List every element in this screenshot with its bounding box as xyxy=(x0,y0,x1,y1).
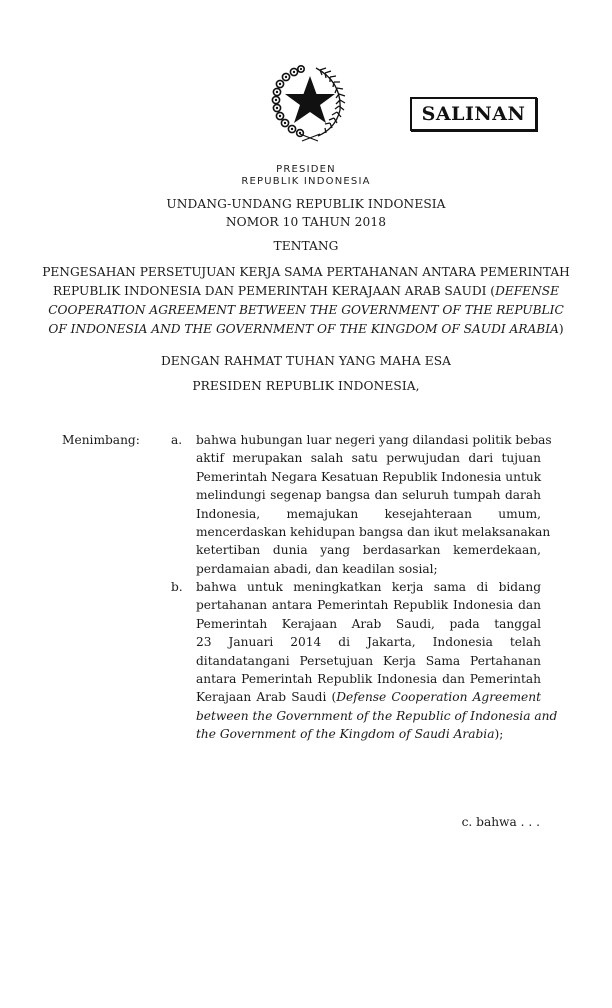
title-line-3: COOPERATION AGREEMENT BETWEEN THE GOVERNMENT OF THE REPUBLIC xyxy=(48,303,564,317)
title-line-2: REPUBLIK INDONESIA DAN PEMERINTAH KERAJAAN ARAB SAUDI (DEFENSE xyxy=(52,284,559,298)
para-line: antara Pemerintah Republik Indonesia dan Pemerintah xyxy=(196,672,541,687)
para-line: Kerajaan Arab Saudi (Defense Cooperation Agreement xyxy=(196,690,541,705)
para-line: melindungi segenap bangsa dan seluruh tumpah darah xyxy=(196,488,541,503)
para-line: 23 Januari 2014 di Jakarta, Indonesia telah xyxy=(196,635,541,650)
para-line: ditandatangani Persetujuan Kerja Sama Pertahanan xyxy=(196,653,541,668)
copy-stamp: SALINAN xyxy=(410,97,537,131)
invocation: DENGAN RAHMAT TUHAN YANG MAHA ESA xyxy=(160,354,452,368)
item-marker-a: a. xyxy=(171,433,183,447)
law-about: TENTANG xyxy=(273,239,339,253)
para-line: Pemerintah Negara Kesatuan Republik Indonesia untuk xyxy=(196,469,542,484)
law-number: NOMOR 10 TAHUN 2018 xyxy=(225,215,387,229)
considering-item-b xyxy=(196,578,558,744)
para-line: between the Government of the Republic of Indonesia and xyxy=(196,708,558,723)
law-title xyxy=(30,263,582,339)
title-line-1: PENGESAHAN PERSETUJUAN KERJA SAMA PERTAHANAN ANTARA PEMERINTAH xyxy=(42,265,570,279)
para-line: pertahanan antara Pemerintah Republik Indonesia dan xyxy=(196,598,541,613)
enactor: PRESIDEN REPUBLIK INDONESIA, xyxy=(192,379,420,393)
office-line-president: PRESIDEN xyxy=(276,164,336,175)
para-line: bahwa hubungan luar negeri yang dilandasi politik bebas xyxy=(196,433,552,447)
law-type: UNDANG-UNDANG REPUBLIK INDONESIA xyxy=(166,197,446,211)
para-line: ketertiban dunia yang berdasarkan kemerdekaan, xyxy=(196,543,541,558)
office-heading xyxy=(0,164,612,188)
item-marker-b: b. xyxy=(171,580,183,594)
presidential-emblem-icon xyxy=(270,62,350,142)
para-line: Pemerintah Kerajaan Arab Saudi, pada tanggal xyxy=(196,616,541,631)
para-line: bahwa untuk meningkatkan kerja sama di bidang xyxy=(196,580,541,594)
page-continuation: c. bahwa . . . xyxy=(461,815,540,829)
para-line: perdamaian abadi, dan keadilan sosial; xyxy=(196,561,438,576)
para-line: mencerdaskan kehidupan bangsa dan ikut melaksanakan xyxy=(196,525,551,540)
considering-label: Menimbang: xyxy=(62,433,140,447)
para-line: aktif merupakan salah satu perwujudan dari tujuan xyxy=(196,451,541,466)
considering-item-a xyxy=(196,431,552,578)
para-line: Indonesia, memajukan kesejahteraan umum, xyxy=(196,506,541,521)
office-line-republic: REPUBLIK INDONESIA xyxy=(241,176,371,187)
para-line: the Government of the Kingdom of Saudi Arabia); xyxy=(196,727,504,742)
title-line-4: OF INDONESIA AND THE GOVERNMENT OF THE KINGDOM OF SAUDI ARABIA) xyxy=(48,322,564,336)
